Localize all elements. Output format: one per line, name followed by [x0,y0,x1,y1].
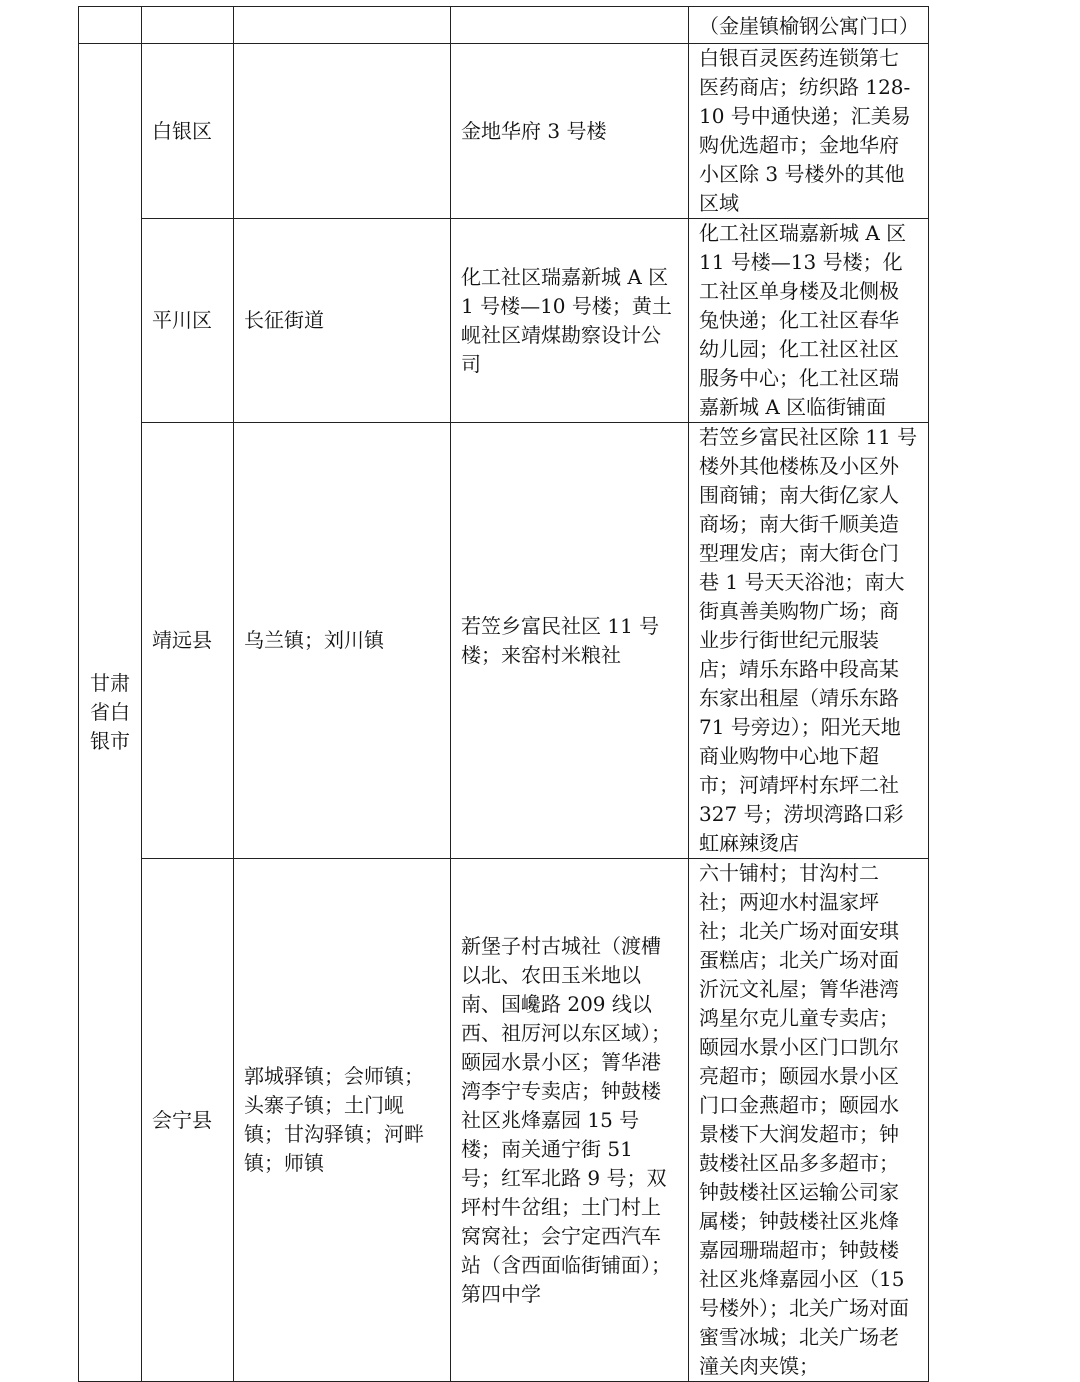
table-row [79,219,929,423]
medium-risk-cell: 白银百灵医药连锁第七医药商店；纺织路 128-10 号中通快递；汇美易购优选超市；金地华府小区除 3 号楼外的其他区域 [689,44,929,219]
medium-risk-cell: 化工社区瑞嘉新城 A 区 11 号楼—13 号楼；化工社区单身楼及北侧极兔快递；化工社区春华幼儿园；化工社区社区服务中心；化工社区瑞嘉新城 A 区临街铺面 [689,219,929,423]
district-cell: 平川区 [142,219,234,423]
medium-risk-cell: 六十铺村；甘沟村二社；两迎水村温家坪社；北关广场对面安琪蛋糕店；北关广场对面沂沅文礼屋；箐华港湾鸿星尔克儿童专卖店；颐园水景小区门口凯尔亮超市；颐园水景小区门口金燕超市；颐园水景楼下大润发超市；钟鼓楼社区品多多超市；钟鼓楼社区运输公司家属楼；钟鼓楼社区兆烽嘉园珊瑞超市；钟鼓楼社区兆烽嘉园小区（15 号楼外）；北关广场对面蜜雪冰城；北关广场老潼关肉夹馍； [689,859,929,1382]
district-cell-empty [142,7,234,44]
towns-cell: 郭城驿镇；会师镇；头寨子镇；土门岘镇；甘沟驿镇；河畔镇；师镇 [234,859,451,1382]
medium-risk-cell: （金崖镇榆钢公寓门口） [689,7,929,44]
high-risk-cell-empty [451,7,689,44]
province-cell: 甘肃省白银市 [79,44,142,1382]
table-row [79,423,929,859]
district-cell: 白银区 [142,44,234,219]
towns-cell-empty [234,7,451,44]
towns-cell: 乌兰镇；刘川镇 [234,423,451,859]
high-risk-cell: 若笠乡富民社区 11 号楼；来窑村米粮社 [451,423,689,859]
document-page [78,6,928,1382]
high-risk-cell: 新堡子村古城社（渡槽以北、农田玉米地以南、国巉路 209 线以西、祖厉河以东区域）；颐园水景小区；箐华港湾李宁专卖店；钟鼓楼社区兆烽嘉园 15 号楼；南关通宁街 51 号；红军北路 9 号；双坪村牛岔组；土门村上窝窝社；会宁定西汽车站（含西面临街铺面）；第四中学 [451,859,689,1382]
towns-cell [234,44,451,219]
district-cell: 靖远县 [142,423,234,859]
high-risk-cell: 化工社区瑞嘉新城 A 区 1 号楼—10 号楼；黄土岘社区靖煤勘察设计公司 [451,219,689,423]
high-risk-cell: 金地华府 3 号楼 [451,44,689,219]
table-row [79,859,929,1382]
province-cell-empty [79,7,142,44]
medium-risk-cell: 若笠乡富民社区除 11 号楼外其他楼栋及小区外围商铺；南大街亿家人商场；南大街千顺美造型理发店；南大街仓门巷 1 号天天浴池；南大街真善美购物广场；商业步行街世纪元服装店；靖乐东路中段高某东家出租屋（靖乐东路 71 号旁边）；阳光天地商业购物中心地下超市；河靖坪村东坪二社 327 号；涝坝湾路口彩虹麻辣烫店 [689,423,929,859]
risk-area-table [78,6,929,1382]
table-row [79,44,929,219]
district-cell: 会宁县 [142,859,234,1382]
table-row [79,7,929,44]
towns-cell: 长征街道 [234,219,451,423]
